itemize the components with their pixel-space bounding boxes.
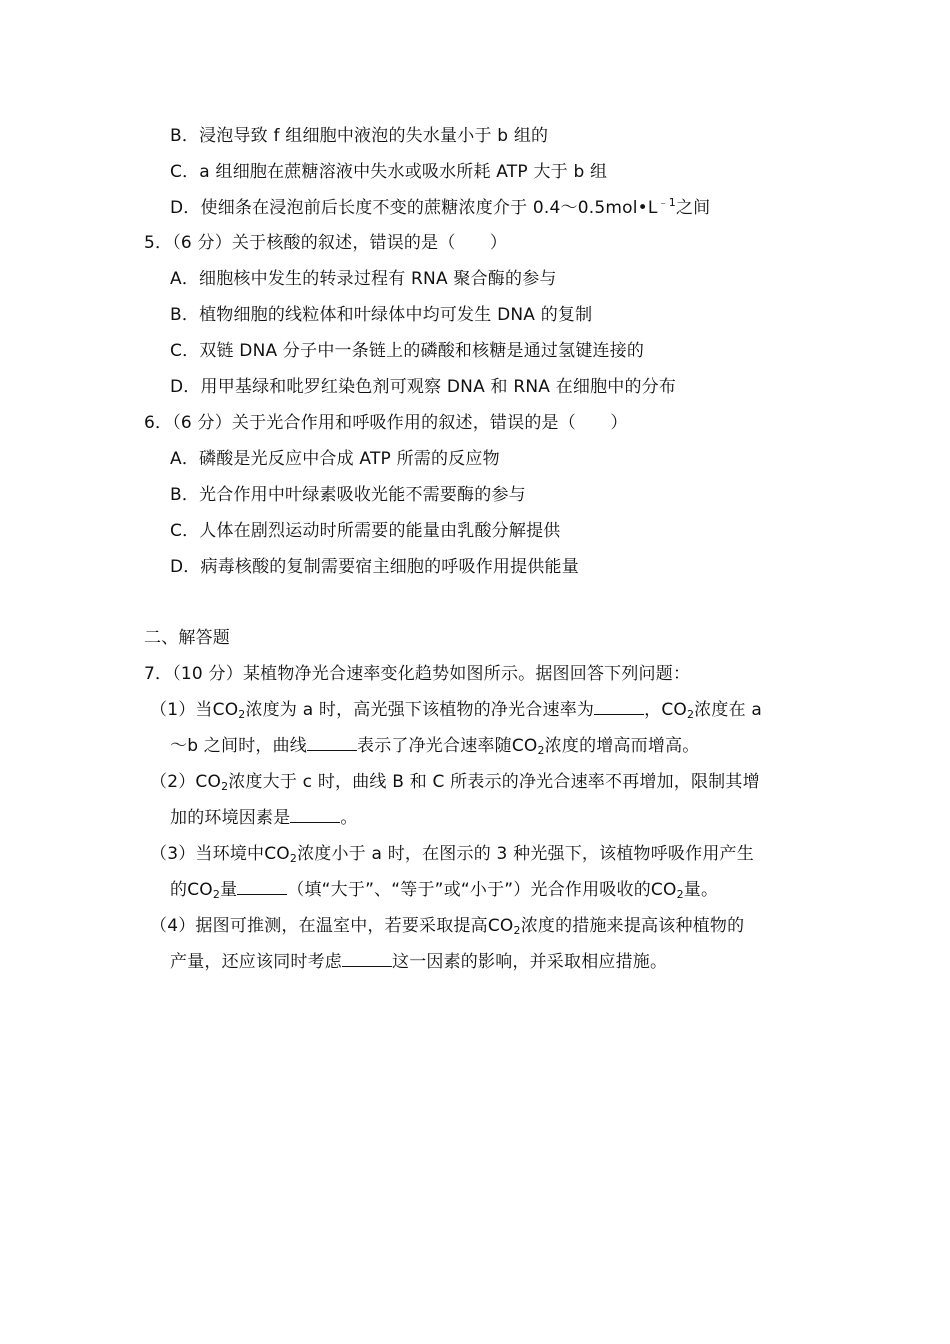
text: 的 [170, 880, 188, 900]
q7-part1-line2 [170, 734, 699, 758]
co2-formula: CO [195, 772, 222, 792]
subscript: 2 [513, 924, 521, 937]
answer-blank[interactable] [342, 952, 392, 967]
text: 浓度的措施来提高该种植物的 [520, 916, 745, 936]
text: （3）当环境中 [150, 844, 265, 864]
q4-option-d [170, 196, 710, 220]
text: 浓度小于 a 时，在图示的 3 种光强下，该植物呼吸作用产生 [297, 844, 754, 864]
text: 量。 [683, 880, 719, 900]
text: 加的环境因素是 [170, 808, 291, 828]
q4-option-b: B．浸泡导致 f 组细胞中液泡的失水量小于 b 组的 [170, 126, 549, 146]
q5-stem: 5．（6 分）关于核酸的叙述，错误的是（ ） [144, 233, 508, 253]
q7-part2-line2 [170, 806, 358, 830]
q7-part1-line1 [150, 698, 762, 722]
subscript: 2 [238, 708, 246, 721]
q6-option-a: A．磷酸是光反应中合成 ATP 所需的反应物 [170, 449, 500, 469]
answer-blank[interactable] [307, 736, 357, 751]
q4-option-d-exponent: ﹣1 [657, 196, 676, 209]
q6-stem: 6．（6 分）关于光合作用和呼吸作用的叙述，错误的是（ ） [144, 413, 628, 433]
q7-stem: 7．（10 分）某植物净光合速率变化趋势如图所示。据图回答下列问题： [144, 664, 691, 684]
text: （2） [150, 772, 196, 792]
q7-part3-line2 [170, 878, 718, 902]
section-title: 二、解答题 [144, 628, 230, 648]
co2-formula: CO [650, 880, 677, 900]
text: ， [644, 700, 662, 720]
text: 这一因素的影响，并采取相应措施。 [392, 952, 668, 972]
text: 表示了净光合速率随 [357, 736, 512, 756]
q5-option-c: C．双链 DNA 分子中一条链上的磷酸和核糖是通过氢键连接的 [170, 341, 645, 361]
text: ～b 之间时，曲线 [170, 736, 307, 756]
q6-option-d: D．病毒核酸的复制需要宿主细胞的呼吸作用提供能量 [170, 557, 579, 577]
q6-option-b: B．光合作用中叶绿素吸收光能不需要酶的参与 [170, 485, 526, 505]
text: 浓度在 a [694, 700, 762, 720]
co2-formula: CO [212, 700, 239, 720]
answer-blank[interactable] [594, 700, 644, 715]
q7-part2-line1 [150, 770, 760, 794]
q7-part3-line1 [150, 842, 754, 866]
co2-formula: CO [487, 916, 514, 936]
q4-option-d-text: D．使细条在浸泡前后长度不变的蔗糖浓度介于 0.4～0.5mol•L [170, 198, 658, 218]
q7-part4-line2 [170, 950, 667, 974]
q4-option-d-tail: 之间 [675, 198, 711, 218]
subscript: 2 [537, 744, 545, 757]
text: 浓度的增高而增高。 [544, 736, 700, 756]
subscript: 2 [289, 852, 298, 865]
text: 浓度为 a 时，高光强下该植物的净光合速率为 [245, 700, 595, 720]
text: （1）当 [150, 700, 213, 720]
subscript: 2 [221, 780, 229, 793]
text: （填“大于”、“等于”或“小于”）光合作用吸收的 [287, 880, 651, 900]
q4-option-c: C．a 组细胞在蔗糖溶液中失水或吸水所耗 ATP 大于 b 组 [170, 162, 608, 182]
q5-option-d: D．用甲基绿和吡罗红染色剂可观察 DNA 和 RNA 在细胞中的分布 [170, 377, 677, 397]
subscript: 2 [212, 888, 221, 901]
text: 产量，还应该同时考虑 [170, 952, 342, 972]
text: （4）据图可推测，在温室中，若要采取提高 [150, 916, 488, 936]
co2-formula: CO [661, 700, 687, 720]
subscript: 2 [676, 888, 684, 901]
q5-option-b: B．植物细胞的线粒体和叶绿体中均可发生 DNA 的复制 [170, 305, 593, 325]
text: 量 [220, 880, 238, 900]
answer-blank[interactable] [237, 880, 287, 895]
answer-blank[interactable] [290, 808, 340, 823]
q7-part4-line1 [150, 914, 744, 938]
subscript: 2 [686, 708, 695, 721]
q5-option-a: A．细胞核中发生的转录过程有 RNA 聚合酶的参与 [170, 269, 557, 289]
co2-formula: CO [187, 880, 213, 900]
text: 浓度大于 c 时，曲线 B 和 C 所表示的净光合速率不再增加，限制其增 [228, 772, 760, 792]
q6-option-c: C．人体在剧烈运动时所需要的能量由乳酸分解提供 [170, 521, 561, 541]
text: 。 [340, 808, 358, 828]
co2-formula: CO [264, 844, 290, 864]
co2-formula: CO [511, 736, 538, 756]
